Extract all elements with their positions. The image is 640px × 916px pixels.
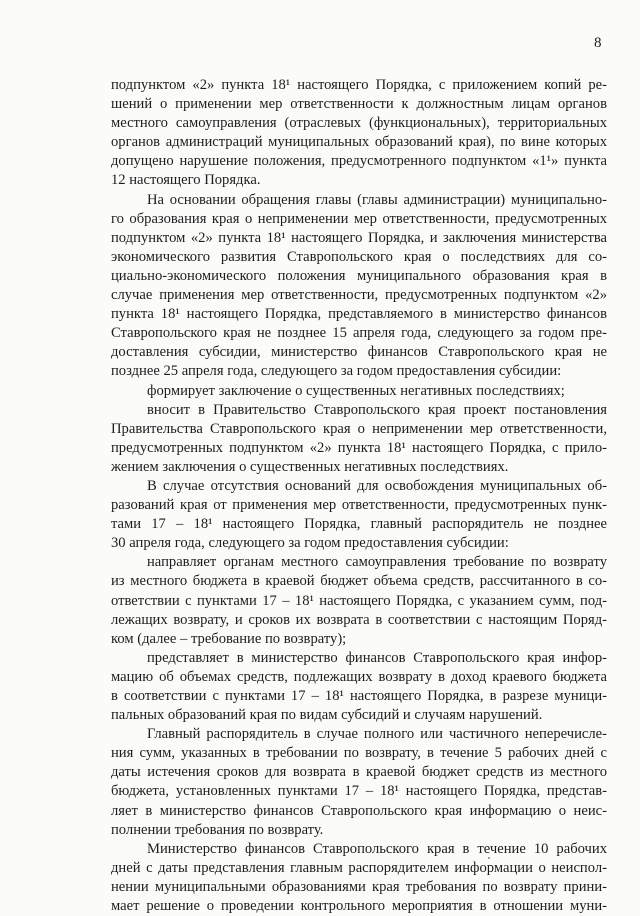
text-line: доставления субсидии, министерство финансов Ставропольского края не xyxy=(111,344,607,361)
text-line: нении муниципальными образованиями края требования по возврату прини- xyxy=(111,878,607,895)
scan-speck xyxy=(488,857,490,859)
text-line: Ставропольского края не позднее 15 апреля года, следующего за годом пре- xyxy=(111,325,607,342)
text-line: экономического развития Ставропольского края о последствиях для со- xyxy=(111,248,607,265)
text-line: ответствии с пунктами 17 – 18¹ настоящего Порядка, с указанием сумм, под- xyxy=(111,592,607,609)
text-line: предусмотренных подпунктом «2» пункта 18¹ настоящего Порядка, с прило- xyxy=(111,439,607,456)
text-line: местного самоуправления (отраслевых (функциональных), территориальных xyxy=(111,115,607,132)
text-line: Министерство финансов Ставропольского края в течение 10 рабочих xyxy=(147,840,607,857)
text-line: позднее 25 апреля года, следующего за годом предоставления субсидии: xyxy=(111,363,562,380)
text-line: мает решение о проведении контрольного мероприятия в отношении муни- xyxy=(111,898,607,915)
text-line: ляет в министерство финансов Ставропольского края информацию о неис- xyxy=(111,802,607,819)
text-line: пальных образований края по видам субсидий и случаям нарушений. xyxy=(111,707,543,724)
page-number: 8 xyxy=(594,35,602,51)
text-line: органов администраций муниципальных образований края), по вине которых xyxy=(111,134,607,151)
text-line: ния сумм, указанных в требовании по возврату, в течение 5 рабочих дней с xyxy=(111,745,607,762)
text-line: в соответствии с пунктами 17 – 18¹ настоящего Порядка, в разрезе муници- xyxy=(111,688,607,704)
text-line: мацию об объемах средств, подлежащих возврату в доход краевого бюджета xyxy=(111,668,607,685)
text-line: дней с даты представления главным распорядителем информации о неиспол- xyxy=(111,859,607,876)
text-line: тами 17 – 18¹ настоящего Порядка, главный распорядитель не позднее xyxy=(111,516,607,533)
text-line: даты истечения сроков для возврата в краевой бюджет средств из местного xyxy=(111,764,607,781)
text-line: циально-экономического положения муниципального образования края в xyxy=(111,267,607,284)
document-body xyxy=(111,76,607,916)
text-line: подпунктом «2» пункта 18¹ настоящего Порядка, и заключения министерства xyxy=(111,229,607,246)
text-line: направляет органам местного самоуправления требование по возврату xyxy=(147,554,607,571)
text-line: Правительства Ставропольского края о неприменении мер ответственности, xyxy=(111,420,607,437)
text-line: полнении требования по возврату. xyxy=(111,821,324,838)
text-line: лежащих возврату, и сроков их возврата в соответствии с настоящим Поряд- xyxy=(111,611,607,628)
text-line: ком (далее – требование по возврату); xyxy=(111,630,347,647)
text-line: формирует заключение о существенных негативных последствиях; xyxy=(147,382,565,399)
text-line: Главный распорядитель в случае полного или частичного неперечисле- xyxy=(147,726,607,743)
text-line: подпунктом «2» пункта 18¹ настоящего Порядка, с приложением копий ре- xyxy=(111,77,607,93)
text-line: случае применения мер ответственности, предусмотренных подпунктом «2» xyxy=(111,287,607,304)
text-line: пункта 18¹ настоящего Порядка, представляемого в министерство финансов xyxy=(111,306,607,323)
text-line: В случае отсутствия оснований для освобождения муниципальных об- xyxy=(147,477,607,494)
text-line: На основании обращения главы (главы администрации) муниципально- xyxy=(147,191,607,208)
text-line: го образования края о неприменении мер ответственности, предусмотренных xyxy=(111,210,607,227)
text-line: представляет в министерство финансов Ставропольского края инфор- xyxy=(147,649,607,666)
text-line: жением заключения о существенных негативных последствиях. xyxy=(111,458,509,475)
text-line: допущено нарушение положения, предусмотренного подпунктом «1¹» пункта xyxy=(111,153,607,170)
text-line: разований края от применения мер ответственности, предусмотренных пунк- xyxy=(111,497,607,514)
text-line: 30 апреля года, следующего за годом предоставления субсидии: xyxy=(111,535,509,552)
text-line: бюджета, установленных пунктами 17 – 18¹ настоящего Порядка, представ- xyxy=(111,783,607,800)
text-line: 12 настоящего Порядка. xyxy=(111,172,261,189)
text-line: шений о применении мер ответственности к должностным лицам органов xyxy=(111,96,607,113)
text-line: вносит в Правительство Ставропольского края проект постановления xyxy=(147,401,607,418)
text-line: из местного бюджета в краевой бюджет объема средств, рассчитанного в со- xyxy=(111,573,607,590)
